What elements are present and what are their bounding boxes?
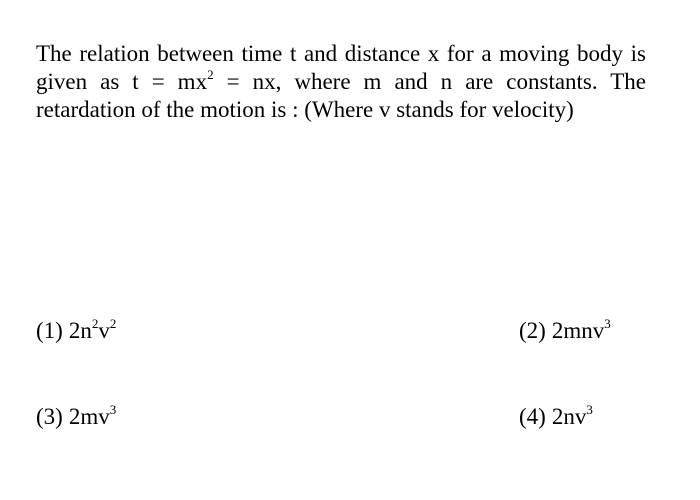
option-1-number: (1) bbox=[36, 318, 63, 343]
option-4-base: 2nv bbox=[551, 404, 587, 429]
question-text bbox=[36, 40, 646, 124]
option-3[interactable] bbox=[36, 403, 116, 431]
option-2-sup: 3 bbox=[604, 316, 611, 332]
option-4-number: (4) bbox=[519, 404, 546, 429]
option-2-base: 2mnv bbox=[551, 318, 605, 343]
option-4-sup: 3 bbox=[586, 402, 593, 418]
option-2-number: (2) bbox=[519, 318, 546, 343]
option-3-base: 2mv bbox=[68, 404, 110, 429]
option-4[interactable] bbox=[519, 403, 593, 431]
option-1-base-a: 2n bbox=[68, 318, 92, 343]
question-line-3: retardation of the motion is : (Where v stands for velocity) bbox=[36, 97, 574, 122]
question-line-1: The relation between time t and distance x for a moving body is bbox=[36, 41, 646, 66]
option-3-number: (3) bbox=[36, 404, 63, 429]
question-line-2 bbox=[36, 68, 646, 96]
option-2[interactable] bbox=[519, 317, 611, 345]
question-line-2-superscript: 2 bbox=[207, 67, 214, 83]
option-1-base-b: v bbox=[98, 318, 110, 343]
option-1[interactable] bbox=[36, 317, 116, 345]
option-3-sup: 3 bbox=[109, 402, 117, 418]
question-line-2-after: = nx, where m and n are constants. The bbox=[213, 69, 646, 94]
option-1-sup-b: 2 bbox=[109, 316, 117, 332]
option-1-sup-a: 2 bbox=[91, 316, 99, 332]
question-line-2-before: given as t = mx bbox=[36, 69, 208, 94]
